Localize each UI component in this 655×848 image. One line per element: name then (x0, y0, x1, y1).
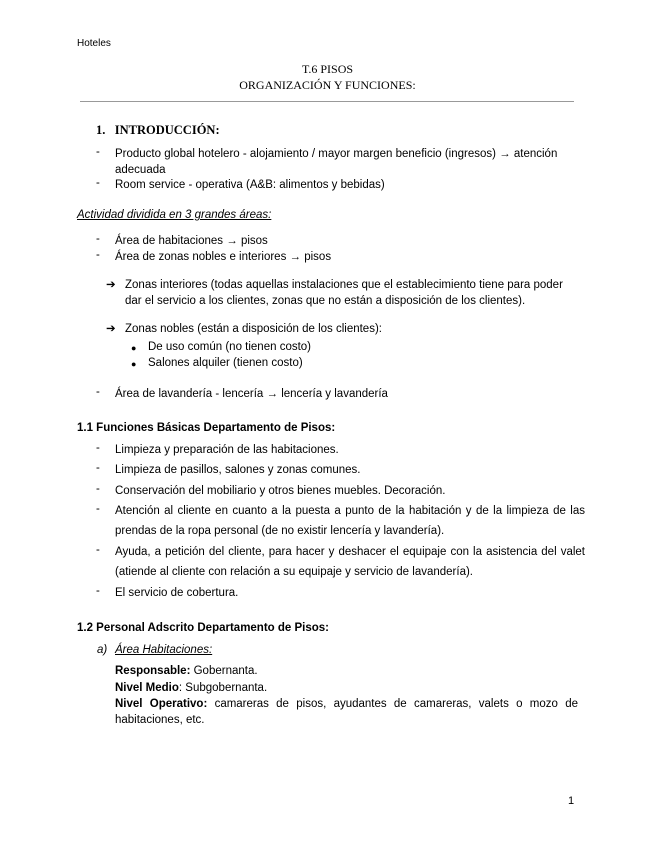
funcion-item: Ayuda, a petición del cliente, para hacer y deshacer el equipaje con la asistencia del valet (atiende al cliente con relación a su equipaje y servicio de lavandería). (115, 546, 585, 578)
dash-marker: - (96, 177, 100, 189)
bullet-icon: ● (131, 359, 137, 369)
section1-number: 1. (96, 123, 106, 137)
responsable-value: Gobernanta. (190, 665, 258, 677)
funcion-item: Conservación del mobiliario y otros bienes muebles. Decoración. (115, 485, 446, 497)
zonas-nobles-text: Zonas nobles (están a disposición de los clientes): (125, 323, 382, 335)
responsable-label: Responsable: (115, 665, 191, 677)
funcion-item: Atención al cliente en cuanto a la puesta a punto de la habitación y de la limpieza de las prendas de la ropa personal (de no existir lencería y lavandería). (115, 505, 585, 537)
activity-item: Área de habitaciones → pisos (115, 235, 268, 247)
document-title-line2: ORGANIZACIÓN Y FUNCIONES: (239, 78, 416, 92)
operativo-label: Nivel Operativo: (115, 698, 208, 710)
title-divider (80, 101, 574, 102)
activity-heading: Actividad dividida en 3 grandes áreas: (77, 209, 272, 221)
lavanderia-item: Área de lavandería - lencería → lencería y lavandería (115, 388, 388, 400)
section12-heading: 1.2 Personal Adscrito Departamento de Pisos: (77, 622, 330, 634)
arrow-icon: ➔ (106, 323, 116, 335)
section1-title: INTRODUCCIÓN: (114, 123, 220, 137)
dash-marker: - (96, 483, 100, 495)
nobles-bullet-item: De uso común (no tienen costo) (148, 341, 312, 353)
dash-marker: - (96, 544, 100, 556)
medio-label: Nivel Medio (115, 682, 179, 694)
document-title-line1: T.6 PISOS (301, 62, 354, 76)
intro-item: Producto global hotelero - alojamiento / mayor margen beneficio (ingresos) → atención adecuada (115, 148, 558, 176)
page-number: 1 (568, 795, 575, 807)
section1-heading (96, 123, 220, 138)
nobles-bullet-item: Salones alquiler (tienen costo) (148, 357, 303, 369)
operativo-value: camareras de pisos, ayudantes de camareras, valets o mozo de habitaciones, etc. (115, 698, 578, 726)
bullet-icon: ● (131, 343, 137, 353)
funcion-item: El servicio de cobertura. (115, 587, 239, 599)
zonas-interiores-text: Zonas interiores (todas aquellas instalaciones que el establecimiento tiene para poder dar el servicio a los clientes, zonas que no están a disposición de los clientes). (125, 279, 563, 307)
funcion-item: Limpieza y preparación de las habitaciones. (115, 444, 339, 456)
section11-heading: 1.1 Funciones Básicas Departamento de Pisos: (77, 422, 336, 434)
dash-marker: - (96, 585, 100, 597)
responsable-line (115, 663, 578, 679)
page-header: Hoteles (77, 38, 111, 49)
funcion-item: Limpieza de pasillos, salones y zonas comunes. (115, 464, 361, 476)
dash-marker: - (96, 462, 100, 474)
nivel-medio-line (115, 680, 578, 696)
dash-marker: - (96, 233, 100, 245)
intro-item: Room service - operativa (A&B: alimentos y bebidas) (115, 179, 385, 191)
dash-marker: - (96, 442, 100, 454)
dash-marker: - (96, 503, 100, 515)
subsection-heading: Área Habitaciones: (115, 644, 213, 656)
nivel-operativo-line (115, 696, 578, 728)
arrow-icon: ➔ (106, 279, 116, 291)
dash-marker: - (96, 146, 100, 158)
subsection-label: a) (97, 644, 108, 656)
activity-item: Área de zonas nobles e interiores → pisos (115, 251, 332, 263)
medio-value: : Subgobernanta. (178, 682, 268, 694)
dash-marker: - (96, 386, 100, 398)
dash-marker: - (96, 249, 100, 261)
